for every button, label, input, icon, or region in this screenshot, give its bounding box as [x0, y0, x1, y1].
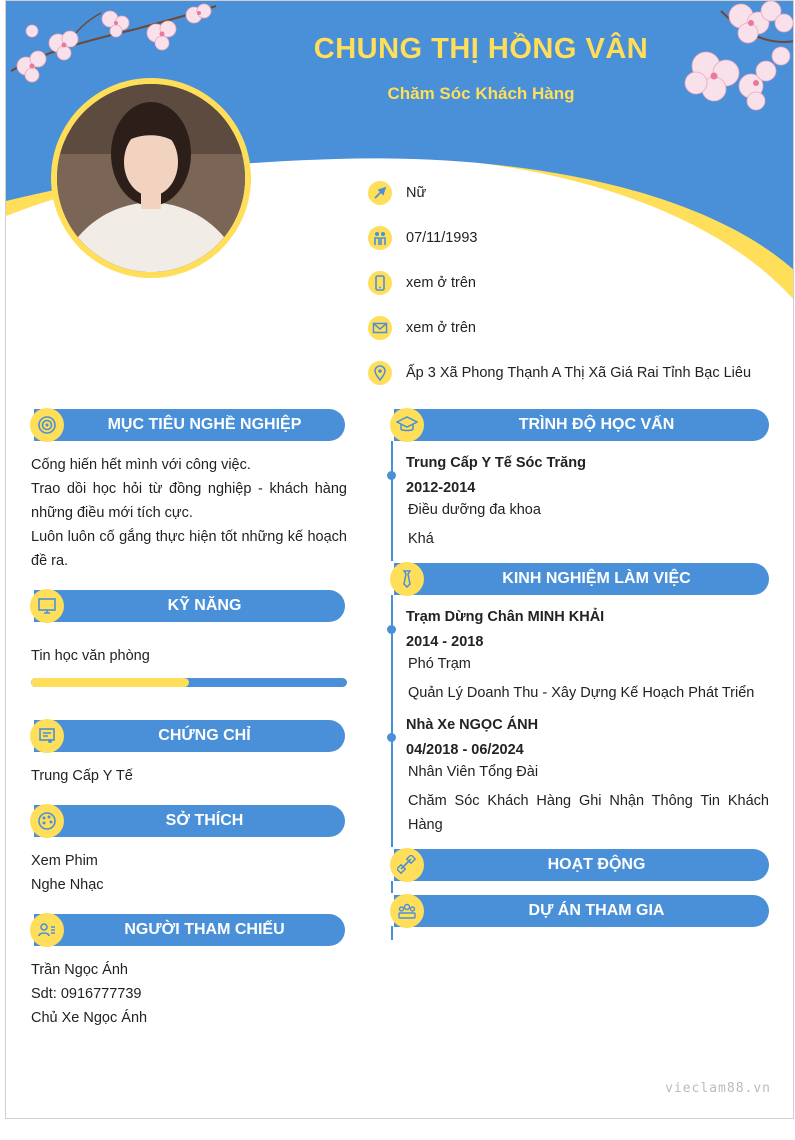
references-header: [34, 914, 345, 946]
info-birthday: [368, 225, 478, 251]
candidate-name: CHUNG THỊ HỒNG VÂN: [313, 33, 649, 65]
certificate-item: Trung Cấp Y Tế: [31, 768, 133, 784]
timeline-line: [391, 441, 393, 561]
experience-company: Nhà Xe NGỌC ÁNH: [406, 717, 539, 733]
hobbies-list: [31, 849, 104, 897]
experience-period: 04/2018 - 06/2024: [406, 742, 524, 758]
timeline-line: [391, 881, 393, 893]
reference-item: Trần Ngọc Ánh: [31, 962, 128, 978]
experience-company: Trạm Dừng Chân MINH KHẢI: [406, 609, 605, 625]
timeline-line: [391, 926, 393, 940]
education-period: 2012-2014: [406, 480, 476, 496]
experience-role: Phó Trạm: [408, 656, 471, 672]
hobbies-title: SỞ THÍCH: [165, 812, 244, 829]
experience-title: KINH NGHIỆM LÀM VIỆC: [502, 570, 691, 587]
education-school: Trung Cấp Y Tế Sóc Trăng: [406, 455, 586, 471]
location-icon: [368, 361, 392, 385]
hobbies-header: [34, 805, 345, 837]
candidate-position: Chăm Sóc Khách Hàng: [387, 84, 575, 103]
timeline-dot: [387, 471, 396, 480]
cv-page: [5, 0, 794, 1119]
hobby-item: Xem Phim: [31, 853, 98, 869]
gender-value: Nữ: [406, 185, 427, 201]
education-header: [394, 409, 769, 441]
education-grade: Khá: [408, 531, 434, 547]
info-gender: [368, 180, 426, 206]
references-title: NGƯỜI THAM CHIẾU: [124, 921, 285, 938]
objective-line: Luôn luôn cố gắng thực hiện tốt những kế hoạch đề ra.: [31, 529, 347, 569]
activities-header: [394, 849, 769, 881]
skill-level-fill: [31, 678, 189, 687]
profile-photo: [57, 84, 245, 272]
info-email: [368, 315, 476, 341]
projects-header: [394, 895, 769, 927]
objective-line: Trao dồi học hỏi từ đồng nghiệp - khách hàng những điều mới tích cực.: [31, 481, 347, 521]
objective-line: Cống hiến hết mình với công việc.: [31, 457, 251, 473]
skill-name: Tin học văn phòng: [31, 648, 150, 664]
timeline-dot: [387, 733, 396, 742]
hobby-item: Nghe Nhạc: [31, 877, 104, 893]
experience-role: Nhân Viên Tổng Đài: [408, 764, 539, 780]
email-value: xem ở trên: [406, 320, 476, 336]
experience-header: [394, 563, 769, 595]
objective-title: MỤC TIÊU NGHỀ NGHIỆP: [107, 416, 302, 433]
email-icon: [368, 316, 392, 340]
avatar: [51, 78, 251, 278]
projects-title: DỰ ÁN THAM GIA: [528, 902, 665, 919]
skill-level-bar: [31, 678, 347, 687]
info-phone: [368, 270, 476, 296]
phone-value: xem ở trên: [406, 275, 476, 291]
certificates-title: CHỨNG CHỈ: [158, 727, 251, 744]
objective-content: [31, 453, 347, 573]
timeline-dot: [387, 625, 396, 634]
info-address: [368, 360, 751, 386]
reference-item: Sdt: 0916777739: [31, 986, 142, 1002]
birthday-value: 07/11/1993: [406, 230, 478, 246]
phone-icon: [368, 271, 392, 295]
gender-icon: [368, 181, 392, 205]
address-value: Ấp 3 Xã Phong Thạnh A Thị Xã Giá Rai Tỉnh Bạc Liêu: [406, 365, 752, 381]
education-major: Điều dưỡng đa khoa: [408, 502, 541, 518]
activities-title: HOẠT ĐỘNG: [547, 856, 646, 873]
education-title: TRÌNH ĐỘ HỌC VẤN: [518, 416, 675, 433]
experience-description: Quản Lý Doanh Thu - Xây Dựng Kế Hoạch Phát Triển: [408, 685, 755, 701]
objective-header: [34, 409, 345, 441]
birthday-icon: [368, 226, 392, 250]
references-list: [31, 958, 147, 1030]
reference-item: Chủ Xe Ngọc Ánh: [31, 1010, 148, 1026]
skills-title: KỸ NĂNG: [167, 597, 242, 614]
experience-period: 2014 - 2018: [406, 634, 484, 650]
experience-description: Chăm Sóc Khách Hàng Ghi Nhận Thông Tin Khách Hàng: [408, 793, 769, 833]
certificates-header: [34, 720, 345, 752]
skills-header: [34, 590, 345, 622]
watermark: vieclam88.vn: [665, 1081, 771, 1096]
